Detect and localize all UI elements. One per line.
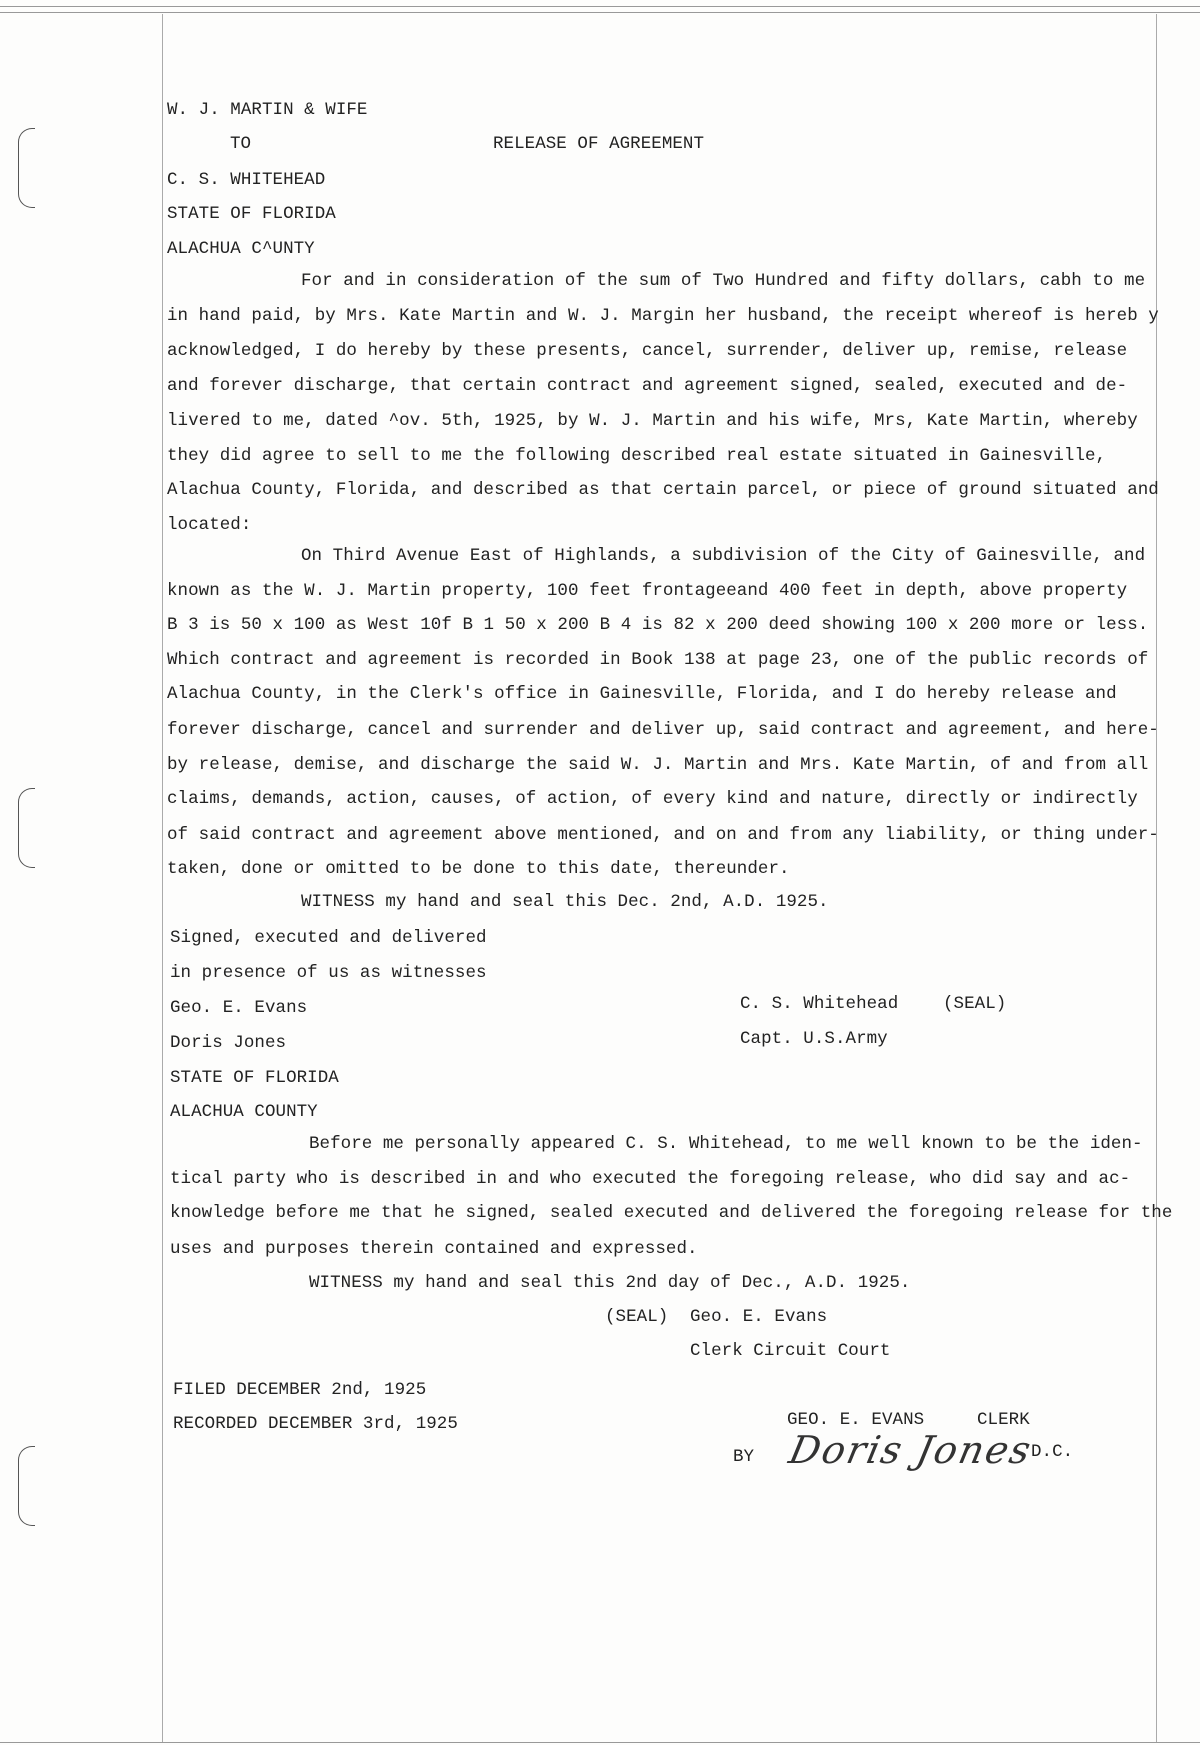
- top-border: [0, 12, 1200, 13]
- filed-date: FILED DECEMBER 2nd, 1925: [173, 1380, 427, 1400]
- binder-hole-mark: [18, 788, 35, 868]
- state: STATE OF FLORIDA: [167, 204, 336, 224]
- ack-state: STATE OF FLORIDA: [170, 1068, 339, 1088]
- body-line: claims, demands, action, causes, of action, of every kind and nature, directly or indirectly: [167, 789, 1138, 809]
- witness-name: Geo. E. Evans: [170, 998, 308, 1018]
- left-margin-line: [162, 14, 163, 1742]
- body-line: by release, demise, and discharge the said W. J. Martin and Mrs. Kate Martin, of and from all: [167, 755, 1149, 775]
- signer-title: Capt. U.S.Army: [740, 1029, 888, 1049]
- body-line: On Third Avenue East of Highlands, a subdivision of the City of Gainesville, and: [301, 546, 1146, 566]
- body-line: taken, done or omitted to be done to this date, thereunder.: [167, 859, 790, 879]
- ack-witness: WITNESS my hand and seal this 2nd day of Dec., A.D. 1925.: [309, 1273, 911, 1293]
- deputy-signature: Doris Jones: [785, 1428, 1037, 1472]
- body-line: For and in consideration of the sum of Two Hundred and fifty dollars, cabh to me: [301, 271, 1146, 291]
- body-line: they did agree to sell to me the following described real estate situated in Gainesville,: [167, 446, 1107, 466]
- ack-seal: (SEAL): [605, 1307, 669, 1327]
- binder-hole-mark: [18, 1446, 35, 1526]
- parties-to: C. S. WHITEHEAD: [167, 170, 326, 190]
- filing-clerk: GEO. E. EVANS: [787, 1410, 925, 1430]
- parties-from: W. J. MARTIN & WIFE: [167, 100, 368, 120]
- clerk-name: Geo. E. Evans: [690, 1307, 828, 1327]
- clerk-label: CLERK: [977, 1410, 1030, 1430]
- body-line: of said contract and agreement above mentioned, and on and from any liability, or thing under-: [167, 825, 1159, 845]
- ack-line: tical party who is described in and who executed the foregoing release, who did say and ac-: [170, 1169, 1131, 1189]
- body-line: located:: [167, 515, 252, 535]
- body-line: known as the W. J. Martin property, 100 feet frontageeand 400 feet in depth, above property: [167, 581, 1128, 601]
- body-line: Which contract and agreement is recorded in Book 138 at page 23, one of the public records of: [167, 650, 1149, 670]
- body-line: in hand paid, by Mrs. Kate Martin and W. J. Margin her husband, the receipt whereof is hereb y: [167, 306, 1159, 326]
- bottom-border: [0, 1742, 1200, 1743]
- clerk-title: Clerk Circuit Court: [690, 1341, 891, 1361]
- recorded-date: RECORDED DECEMBER 3rd, 1925: [173, 1414, 458, 1434]
- to-label: TO: [230, 134, 252, 154]
- witness-clause: WITNESS my hand and seal this Dec. 2nd, A.D. 1925.: [301, 892, 829, 912]
- county: ALACHUA C^UNTY: [167, 239, 315, 259]
- by-label: BY: [733, 1447, 755, 1467]
- ack-line: uses and purposes therein contained and expressed.: [170, 1239, 698, 1259]
- presence-line: in presence of us as witnesses: [170, 963, 487, 983]
- ack-line: knowledge before me that he signed, sealed executed and delivered the foregoing release for the: [170, 1203, 1173, 1223]
- witness-name: Doris Jones: [170, 1033, 287, 1053]
- body-line: Alachua County, in the Clerk's office in Gainesville, Florida, and I do hereby release and: [167, 684, 1117, 704]
- signed-line: Signed, executed and delivered: [170, 928, 487, 948]
- signer-name: C. S. Whitehead: [740, 994, 899, 1014]
- body-line: acknowledged, I do hereby by these presents, cancel, surrender, deliver up, remise, release: [167, 341, 1128, 361]
- body-line: livered to me, dated ^ov. 5th, 1925, by W. J. Martin and his wife, Mrs, Kate Martin, whereby: [167, 411, 1138, 431]
- document-title: RELEASE OF AGREEMENT: [493, 134, 705, 154]
- body-line: forever discharge, cancel and surrender and deliver up, said contract and agreement, and here-: [167, 720, 1159, 740]
- body-line: B 3 is 50 x 100 as West 10f B 1 50 x 200 B 4 is 82 x 200 deed showing 100 x 200 more or less.: [167, 615, 1149, 635]
- dc-label: D.C.: [1031, 1442, 1074, 1462]
- top-border: [0, 6, 1200, 7]
- binder-hole-mark: [18, 128, 35, 208]
- seal-label: (SEAL): [943, 994, 1007, 1014]
- body-line: and forever discharge, that certain contract and agreement signed, sealed, executed and de-: [167, 376, 1128, 396]
- body-line: Alachua County, Florida, and described as that certain parcel, or piece of ground situated and: [167, 480, 1159, 500]
- ack-county: ALACHUA COUNTY: [170, 1102, 318, 1122]
- right-margin-line: [1156, 14, 1157, 1742]
- ack-line: Before me personally appeared C. S. Whitehead, to me well known to be the iden-: [309, 1134, 1143, 1154]
